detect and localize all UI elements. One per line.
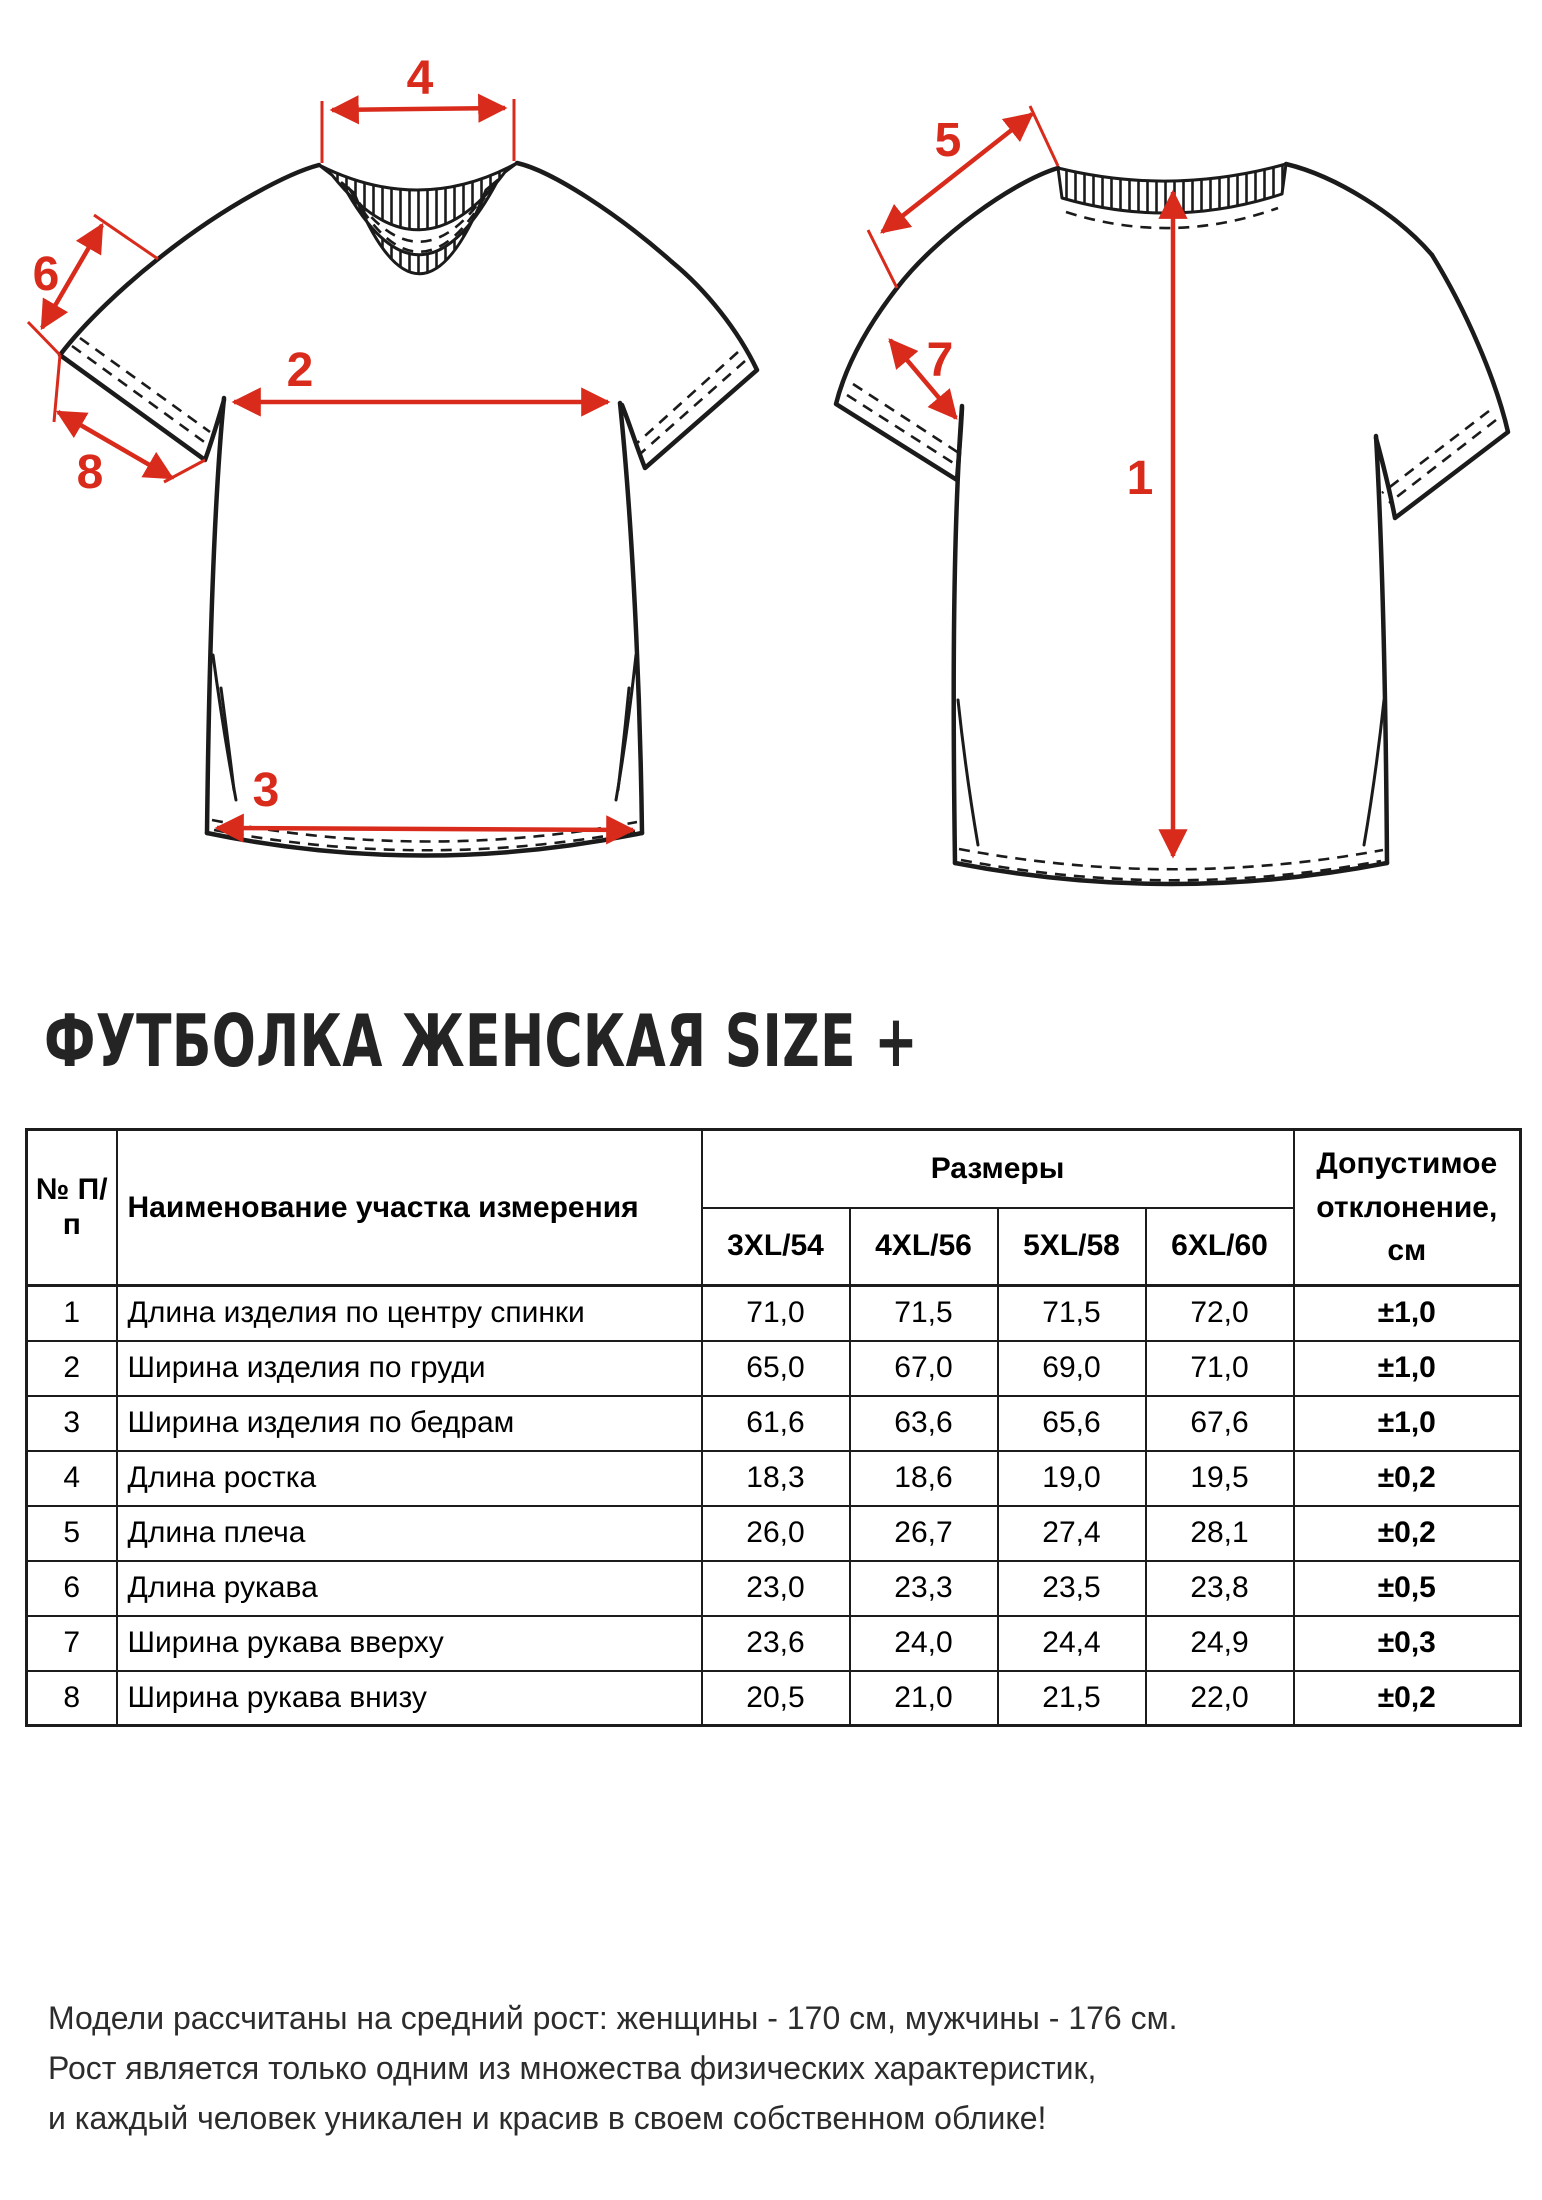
row-num: 8: [27, 1671, 117, 1726]
row-value: 23,0: [702, 1561, 850, 1616]
row-name: Ширина рукава вверху: [117, 1616, 702, 1671]
front-right-sleeve: [622, 262, 757, 468]
table-row: [27, 1286, 1521, 1341]
front-left-shoulder: [158, 165, 319, 259]
height-note: [48, 1994, 1498, 2144]
dim6-ext-top: [94, 215, 158, 259]
header-deviation: Допустимое отклонение, см: [1294, 1130, 1521, 1286]
row-num: 5: [27, 1506, 117, 1561]
front-hem: [207, 833, 642, 856]
row-num: 2: [27, 1341, 117, 1396]
row-value: 61,6: [702, 1396, 850, 1451]
table-row: [27, 1451, 1521, 1506]
row-value: 22,0: [1146, 1671, 1294, 1726]
table-header-row-1: [27, 1130, 1521, 1208]
row-value: 71,0: [702, 1286, 850, 1341]
back-left-slit: [958, 700, 978, 845]
dim5-ext-top: [1030, 106, 1058, 166]
row-value: 20,5: [702, 1671, 850, 1726]
row-deviation: ±0,2: [1294, 1451, 1521, 1506]
row-name: Длина ростка: [117, 1451, 702, 1506]
dim-label-3: 3: [252, 764, 280, 817]
back-left-cuff-stitch2: [853, 384, 962, 455]
table-header: [27, 1130, 1521, 1286]
dim-label-7: 7: [926, 334, 954, 387]
back-right-cuff-stitch2: [1382, 411, 1489, 493]
row-value: 23,6: [702, 1616, 850, 1671]
row-value: 28,1: [1146, 1506, 1294, 1561]
dim-label-2: 2: [286, 344, 314, 397]
row-value: 71,5: [998, 1286, 1146, 1341]
header-size-6xl: 6XL/60: [1146, 1208, 1294, 1286]
dim-label-5: 5: [934, 114, 962, 167]
row-num: 6: [27, 1561, 117, 1616]
row-value: 26,0: [702, 1506, 850, 1561]
back-right-slit: [1364, 700, 1384, 845]
dim3-line: [217, 828, 633, 830]
table-row: [27, 1671, 1521, 1726]
height-note-line: и каждый человек уникален и красив в своем собственном облике!: [48, 2099, 1047, 2136]
row-deviation: ±1,0: [1294, 1286, 1521, 1341]
row-value: 69,0: [998, 1341, 1146, 1396]
row-value: 71,5: [850, 1286, 998, 1341]
row-deviation: ±0,5: [1294, 1561, 1521, 1616]
front-body-right-seam: [620, 403, 642, 833]
row-name: Длина изделия по центру спинки: [117, 1286, 702, 1341]
table-row: [27, 1341, 1521, 1396]
row-value: 24,9: [1146, 1616, 1294, 1671]
header-size-3xl: 3XL/54: [702, 1208, 850, 1286]
row-value: 63,6: [850, 1396, 998, 1451]
row-num: 7: [27, 1616, 117, 1671]
row-value: 72,0: [1146, 1286, 1294, 1341]
height-note-line: Рост является только одним из множества физических характеристик,: [48, 2049, 1097, 2086]
row-value: 24,0: [850, 1616, 998, 1671]
row-deviation: ±1,0: [1294, 1341, 1521, 1396]
dim-label-6: 6: [32, 248, 60, 301]
height-note-line: Модели рассчитаны на средний рост: женщины - 170 см, мужчины - 176 см.: [48, 2000, 1178, 2036]
table-row: [27, 1616, 1521, 1671]
back-left-shoulder: [897, 168, 1058, 288]
row-name: Ширина рукава внизу: [117, 1671, 702, 1726]
row-deviation: ±1,0: [1294, 1396, 1521, 1451]
header-name: Наименование участка измерения: [117, 1130, 702, 1286]
front-view-drawing: [28, 52, 757, 856]
header-sizes-group: Размеры: [702, 1130, 1294, 1208]
dim5-ext-bottom: [868, 230, 897, 288]
row-value: 23,5: [998, 1561, 1146, 1616]
table-row: [27, 1506, 1521, 1561]
row-value: 21,5: [998, 1671, 1146, 1726]
row-value: 26,7: [850, 1506, 998, 1561]
row-deviation: ±0,3: [1294, 1616, 1521, 1671]
row-value: 23,3: [850, 1561, 998, 1616]
back-right-sleeve: [1376, 255, 1508, 518]
size-diagram: [0, 0, 1542, 940]
back-body-right-seam: [1376, 436, 1387, 863]
table-row: [27, 1396, 1521, 1451]
row-value: 71,0: [1146, 1341, 1294, 1396]
dim-label-4: 4: [406, 52, 434, 105]
row-num: 4: [27, 1451, 117, 1506]
header-size-4xl: 4XL/56: [850, 1208, 998, 1286]
header-size-5xl: 5XL/58: [998, 1208, 1146, 1286]
row-value: 18,6: [850, 1451, 998, 1506]
back-right-cuff-stitch1: [1389, 420, 1496, 503]
row-num: 1: [27, 1286, 117, 1341]
row-num: 3: [27, 1396, 117, 1451]
row-name: Ширина изделия по бедрам: [117, 1396, 702, 1451]
row-value: 67,6: [1146, 1396, 1294, 1451]
header-num: № П/п: [27, 1130, 117, 1286]
row-value: 18,3: [702, 1451, 850, 1506]
row-value: 21,0: [850, 1671, 998, 1726]
front-right-cuff-stitch1: [640, 361, 745, 454]
row-value: 23,8: [1146, 1561, 1294, 1616]
row-name: Ширина изделия по груди: [117, 1341, 702, 1396]
row-value: 67,0: [850, 1341, 998, 1396]
page-title: ФУТБОЛКА ЖЕНСКАЯ SIZE +: [44, 999, 919, 1083]
back-body-left-seam: [954, 406, 962, 863]
row-value: 19,5: [1146, 1451, 1294, 1506]
table-row: [27, 1561, 1521, 1616]
row-value: 65,0: [702, 1341, 850, 1396]
row-deviation: ±0,2: [1294, 1506, 1521, 1561]
front-left-slit-2: [221, 688, 234, 790]
row-name: Длина плеча: [117, 1506, 702, 1561]
row-value: 19,0: [998, 1451, 1146, 1506]
dim4-line: [332, 108, 505, 110]
row-value: 24,4: [998, 1616, 1146, 1671]
back-left-cuff-stitch1: [847, 395, 958, 466]
row-deviation: ±0,2: [1294, 1671, 1521, 1726]
front-body-left-seam: [207, 398, 224, 833]
back-right-shoulder: [1286, 164, 1432, 255]
dim-label-1: 1: [1126, 452, 1154, 505]
front-right-shoulder: [517, 163, 672, 262]
back-view-drawing: [836, 106, 1508, 884]
row-value: 65,6: [998, 1396, 1146, 1451]
row-value: 27,4: [998, 1506, 1146, 1561]
dim-label-8: 8: [76, 446, 104, 499]
front-right-slit-2: [618, 688, 629, 790]
measurements-table: [25, 1128, 1522, 1727]
row-name: Длина рукава: [117, 1561, 702, 1616]
